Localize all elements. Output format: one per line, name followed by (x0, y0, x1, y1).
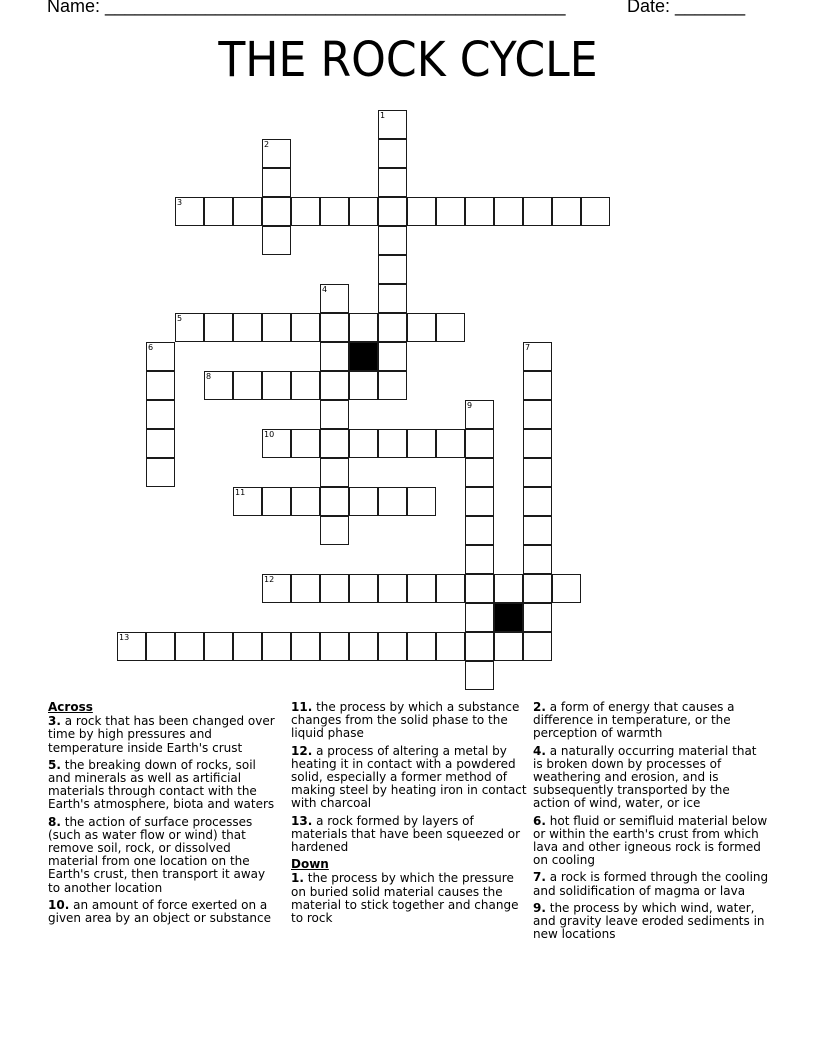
grid-cell[interactable] (378, 168, 407, 197)
clue-text: a process of altering a metal by heating it in contact with a powdered solid, especially a former method of making steel by heating iron in contact with charcoal (291, 743, 527, 811)
clue-number-label: 5 (177, 314, 183, 323)
cell-letter-input[interactable] (263, 633, 290, 660)
grid-cell[interactable] (436, 197, 465, 226)
cell-letter-input[interactable] (379, 169, 406, 196)
down-heading: Down (291, 857, 329, 872)
cell-letter-input[interactable] (321, 401, 348, 428)
clue-number-label: 2 (264, 140, 270, 149)
grid-cell[interactable] (523, 458, 552, 487)
grid-cell[interactable] (465, 603, 494, 632)
grid-cell[interactable] (291, 429, 320, 458)
grid-cell[interactable] (320, 313, 349, 342)
grid-cell[interactable] (291, 313, 320, 342)
cell-letter-input[interactable] (379, 285, 406, 312)
grid-cell[interactable] (523, 603, 552, 632)
clue-down-4 (533, 745, 769, 811)
clue-number-label: 8 (206, 372, 212, 381)
clue-number: 4. (533, 743, 546, 758)
grid-cell[interactable] (436, 632, 465, 661)
grid-cell[interactable] (494, 197, 523, 226)
grid-cell[interactable] (349, 197, 378, 226)
grid-cell[interactable] (320, 284, 349, 313)
grid-cell[interactable] (494, 574, 523, 603)
cell-letter-input[interactable] (379, 343, 406, 370)
grid-cell[interactable] (523, 400, 552, 429)
cell-letter-input[interactable] (524, 575, 551, 602)
name-field-label: Name: ______________________________________________ (47, 0, 566, 16)
clue-number-label: 6 (148, 343, 154, 352)
cell-letter-input[interactable] (437, 575, 464, 602)
clue-number-label: 13 (119, 633, 130, 642)
cell-letter-input[interactable] (466, 459, 493, 486)
cell-letter-input[interactable] (466, 575, 493, 602)
grid-cell[interactable] (378, 255, 407, 284)
clue-number: 9. (533, 900, 546, 915)
grid-cell[interactable] (146, 632, 175, 661)
date-field-label: Date: _______ (627, 0, 746, 16)
cell-letter-input[interactable] (234, 314, 261, 341)
grid-cell[interactable] (378, 574, 407, 603)
cell-letter-input[interactable] (379, 198, 406, 225)
cell-letter-input[interactable] (379, 575, 406, 602)
cell-letter-input[interactable] (466, 546, 493, 573)
clues-column-3 (533, 701, 769, 945)
grid-cell[interactable] (436, 574, 465, 603)
clue-across-3 (48, 715, 280, 755)
grid-cell[interactable] (320, 632, 349, 661)
grid-cell[interactable] (465, 632, 494, 661)
grid-cell[interactable] (262, 429, 291, 458)
clue-number-label: 3 (177, 198, 183, 207)
grid-cell[interactable] (320, 516, 349, 545)
cell-letter-input[interactable] (350, 430, 377, 457)
grid-cell[interactable] (407, 487, 436, 516)
cell-letter-input[interactable] (524, 430, 551, 457)
clue-down-7 (533, 871, 769, 897)
cell-letter-input[interactable] (466, 662, 493, 689)
cell-letter-input[interactable] (408, 575, 435, 602)
grid-cell[interactable] (349, 632, 378, 661)
clue-number: 10. (48, 897, 70, 912)
cell-letter-input[interactable] (524, 198, 551, 225)
clue-number-label: 9 (467, 401, 473, 410)
clue-across-13 (291, 815, 527, 855)
cell-letter-input[interactable] (524, 401, 551, 428)
clue-number: 8. (48, 814, 61, 829)
clue-across-8 (48, 816, 280, 895)
grid-cell[interactable] (407, 429, 436, 458)
cell-letter-input[interactable] (524, 633, 551, 660)
cell-letter-input[interactable] (466, 517, 493, 544)
cell-letter-input[interactable] (263, 198, 290, 225)
grid-cell[interactable] (262, 632, 291, 661)
grid-cell[interactable] (262, 197, 291, 226)
clue-text: a form of energy that causes a difference in temperature, or the perception of warmth (533, 700, 735, 741)
cell-letter-input[interactable] (292, 198, 319, 225)
grid-cell[interactable] (407, 574, 436, 603)
cell-letter-input[interactable] (292, 314, 319, 341)
grid-cell[interactable] (465, 400, 494, 429)
grid-cell[interactable] (146, 400, 175, 429)
clue-text: the breaking down of rocks, soil and minerals as well as artificial materials through contact with the Earth's atmosphere, biota and waters (48, 757, 275, 812)
grid-cell[interactable] (146, 371, 175, 400)
cell-letter-input[interactable] (321, 343, 348, 370)
clue-text: a naturally occurring material that is broken down by processes of weathering and erosion, and is subsequently transported by the action of wind, water, or ice (533, 743, 757, 811)
cell-letter-input[interactable] (147, 430, 174, 457)
grid-cell[interactable] (146, 342, 175, 371)
grid-cell[interactable] (378, 371, 407, 400)
cell-letter-input[interactable] (524, 517, 551, 544)
cell-letter-input[interactable] (292, 430, 319, 457)
clue-across-12 (291, 745, 527, 811)
grid-cell[interactable] (523, 342, 552, 371)
cell-letter-input[interactable] (437, 430, 464, 457)
clue-text: the process by which a substance changes from the solid phase to the liquid phase (291, 700, 520, 741)
cell-letter-input[interactable] (350, 633, 377, 660)
grid-cell[interactable] (291, 487, 320, 516)
cell-letter-input[interactable] (466, 430, 493, 457)
grid-cell[interactable] (262, 313, 291, 342)
cell-letter-input[interactable] (321, 633, 348, 660)
cell-letter-input[interactable] (321, 459, 348, 486)
grid-cell[interactable] (320, 429, 349, 458)
grid-cell[interactable] (233, 313, 262, 342)
clue-number: 13. (291, 813, 313, 828)
cell-letter-input[interactable] (350, 575, 377, 602)
grid-cell[interactable] (146, 458, 175, 487)
cell-letter-input[interactable] (582, 198, 609, 225)
cell-letter-input[interactable] (234, 633, 261, 660)
clue-number: 11. (291, 700, 313, 714)
clue-across-5 (48, 759, 280, 812)
grid-cell[interactable] (465, 574, 494, 603)
grid-cell[interactable] (146, 429, 175, 458)
grid-cell[interactable] (262, 226, 291, 255)
cell-letter-input[interactable] (147, 372, 174, 399)
grid-cell[interactable] (349, 429, 378, 458)
clue-number-label: 1 (380, 111, 386, 120)
grid-cell[interactable] (378, 197, 407, 226)
grid-cell[interactable] (465, 661, 494, 690)
grid-cell[interactable] (523, 429, 552, 458)
cell-letter-input[interactable] (263, 314, 290, 341)
cell-letter-input[interactable] (553, 575, 580, 602)
cell-letter-input[interactable] (263, 488, 290, 515)
clue-number-label: 10 (264, 430, 275, 439)
grid-cell[interactable] (291, 574, 320, 603)
grid-cell[interactable] (494, 632, 523, 661)
clue-text: a rock is formed through the cooling and solidification of magma or lava (533, 870, 769, 898)
grid-cell[interactable] (523, 197, 552, 226)
clue-down-1 (291, 872, 527, 925)
grid-cell[interactable] (581, 197, 610, 226)
cell-letter-input[interactable] (495, 633, 522, 660)
black-cell (349, 342, 378, 371)
grid-cell[interactable] (552, 197, 581, 226)
cell-letter-input[interactable] (408, 198, 435, 225)
grid-cell[interactable] (378, 284, 407, 313)
cell-letter-input[interactable] (263, 169, 290, 196)
clue-number: 3. (48, 714, 61, 729)
cell-letter-input[interactable] (495, 198, 522, 225)
cell-letter-input[interactable] (321, 198, 348, 225)
page-title: THE ROCK CYCLE (218, 32, 598, 88)
grid-cell[interactable] (465, 458, 494, 487)
grid-cell[interactable] (204, 197, 233, 226)
cell-letter-input[interactable] (350, 488, 377, 515)
grid-cell[interactable] (378, 226, 407, 255)
cell-letter-input[interactable] (495, 575, 522, 602)
grid-cell[interactable] (349, 487, 378, 516)
cell-letter-input[interactable] (553, 198, 580, 225)
cell-letter-input[interactable] (379, 227, 406, 254)
cell-letter-input[interactable] (321, 314, 348, 341)
grid-cell[interactable] (465, 487, 494, 516)
clue-text: a rock that has been changed over time by high pressures and temperature inside Earth's crust (48, 714, 275, 755)
grid-cell[interactable] (320, 197, 349, 226)
grid-cell[interactable] (320, 458, 349, 487)
cell-letter-input[interactable] (147, 459, 174, 486)
grid-cell[interactable] (378, 487, 407, 516)
grid-cell[interactable] (407, 632, 436, 661)
grid-cell[interactable] (378, 139, 407, 168)
cell-letter-input[interactable] (408, 430, 435, 457)
cell-letter-input[interactable] (321, 372, 348, 399)
grid-cell[interactable] (262, 574, 291, 603)
clue-down-6 (533, 815, 769, 868)
grid-cell[interactable] (349, 574, 378, 603)
cell-letter-input[interactable] (524, 546, 551, 573)
cell-letter-input[interactable] (234, 198, 261, 225)
clue-across-11 (291, 701, 527, 741)
clue-text: an amount of force exerted on a given area by an object or substance (48, 897, 271, 926)
clue-number: 6. (533, 813, 546, 828)
cell-letter-input[interactable] (437, 314, 464, 341)
clue-across-10 (48, 899, 280, 925)
grid-cell[interactable] (523, 545, 552, 574)
grid-cell[interactable] (320, 574, 349, 603)
black-cell (494, 603, 523, 632)
grid-cell[interactable] (262, 168, 291, 197)
grid-cell[interactable] (523, 516, 552, 545)
cell-letter-input[interactable] (408, 488, 435, 515)
grid-cell[interactable] (320, 342, 349, 371)
grid-cell[interactable] (233, 487, 262, 516)
grid-cell[interactable] (378, 313, 407, 342)
cell-letter-input[interactable] (292, 372, 319, 399)
cell-letter-input[interactable] (205, 633, 232, 660)
grid-cell[interactable] (552, 574, 581, 603)
clue-text: hot fluid or semifluid material below or within the earth's crust from which lava and other igneous rock is formed on cooling (533, 813, 768, 868)
clue-text: the process by which the pressure on buried solid material causes the material to stick together and change to rock (291, 871, 519, 926)
cell-letter-input[interactable] (350, 198, 377, 225)
grid-cell[interactable] (523, 574, 552, 603)
clue-text: the action of surface processes (such as water flow or wind) that remove soil, rock, or dissolved material from one location on the Earth's crust, then transport it away to another location (48, 814, 266, 895)
clue-down-9 (533, 902, 769, 942)
grid-cell[interactable] (204, 371, 233, 400)
cell-letter-input[interactable] (524, 372, 551, 399)
grid-cell[interactable] (233, 371, 262, 400)
clue-text: a rock formed by layers of materials that have been squeezed or hardened (291, 813, 521, 855)
cell-letter-input[interactable] (147, 633, 174, 660)
grid-cell[interactable] (349, 371, 378, 400)
cell-letter-input[interactable] (292, 488, 319, 515)
grid-cell[interactable] (523, 487, 552, 516)
cell-letter-input[interactable] (379, 256, 406, 283)
clue-number: 7. (533, 870, 546, 885)
cell-letter-input[interactable] (321, 488, 348, 515)
cell-letter-input[interactable] (147, 401, 174, 428)
clue-number: 5. (48, 757, 61, 772)
cell-letter-input[interactable] (466, 633, 493, 660)
cell-letter-input[interactable] (292, 633, 319, 660)
cell-letter-input[interactable] (466, 488, 493, 515)
grid-cell[interactable] (291, 632, 320, 661)
cell-letter-input[interactable] (379, 430, 406, 457)
cell-letter-input[interactable] (176, 633, 203, 660)
clue-text: the process by which wind, water, and gravity leave eroded sediments in new locations (533, 900, 765, 942)
cell-letter-input[interactable] (321, 575, 348, 602)
grid-cell[interactable] (175, 197, 204, 226)
grid-cell[interactable] (320, 487, 349, 516)
grid-cell[interactable] (262, 139, 291, 168)
cell-letter-input[interactable] (379, 140, 406, 167)
cell-letter-input[interactable] (466, 198, 493, 225)
cell-letter-input[interactable] (466, 604, 493, 631)
cell-letter-input[interactable] (263, 227, 290, 254)
grid-cell[interactable] (320, 371, 349, 400)
grid-cell[interactable] (465, 429, 494, 458)
grid-cell[interactable] (117, 632, 146, 661)
cell-letter-input[interactable] (524, 604, 551, 631)
clues-column-2 (291, 701, 527, 929)
clue-down-2 (533, 701, 769, 741)
clue-number-label: 4 (322, 285, 328, 294)
cell-letter-input[interactable] (350, 372, 377, 399)
grid-cell[interactable] (523, 632, 552, 661)
grid-cell[interactable] (175, 632, 204, 661)
cell-letter-input[interactable] (524, 459, 551, 486)
grid-cell[interactable] (320, 400, 349, 429)
cell-letter-input[interactable] (205, 198, 232, 225)
grid-cell[interactable] (291, 371, 320, 400)
grid-cell[interactable] (523, 371, 552, 400)
clue-number-label: 12 (264, 575, 275, 584)
grid-cell[interactable] (378, 342, 407, 371)
grid-cell[interactable] (291, 197, 320, 226)
cell-letter-input[interactable] (321, 430, 348, 457)
grid-cell[interactable] (349, 313, 378, 342)
cell-letter-input[interactable] (350, 314, 377, 341)
cell-letter-input[interactable] (379, 633, 406, 660)
across-heading: Across (48, 700, 93, 714)
grid-cell[interactable] (465, 516, 494, 545)
grid-cell[interactable] (262, 487, 291, 516)
grid-cell[interactable] (436, 429, 465, 458)
clue-number-label: 7 (525, 343, 531, 352)
clue-number: 12. (291, 743, 313, 758)
cell-letter-input[interactable] (263, 372, 290, 399)
grid-cell[interactable] (436, 313, 465, 342)
cell-letter-input[interactable] (321, 517, 348, 544)
grid-cell[interactable] (407, 197, 436, 226)
clue-number: 2. (533, 700, 546, 714)
grid-cell[interactable] (233, 197, 262, 226)
cell-letter-input[interactable] (292, 575, 319, 602)
cell-letter-input[interactable] (205, 314, 232, 341)
cell-letter-input[interactable] (379, 488, 406, 515)
grid-cell[interactable] (378, 110, 407, 139)
cell-letter-input[interactable] (408, 314, 435, 341)
clues-column-1 (48, 701, 280, 929)
grid-cell[interactable] (204, 313, 233, 342)
grid-cell[interactable] (262, 371, 291, 400)
grid-cell[interactable] (465, 545, 494, 574)
grid-cell[interactable] (204, 632, 233, 661)
cell-letter-input[interactable] (408, 633, 435, 660)
cell-letter-input[interactable] (524, 488, 551, 515)
cell-letter-input[interactable] (437, 198, 464, 225)
cell-letter-input[interactable] (379, 372, 406, 399)
grid-cell[interactable] (378, 632, 407, 661)
grid-cell[interactable] (233, 632, 262, 661)
clue-number-label: 11 (235, 488, 246, 497)
cell-letter-input[interactable] (234, 372, 261, 399)
clue-number: 1. (291, 871, 304, 886)
grid-cell[interactable] (378, 429, 407, 458)
cell-letter-input[interactable] (437, 633, 464, 660)
grid-cell[interactable] (407, 313, 436, 342)
grid-cell[interactable] (175, 313, 204, 342)
grid-cell[interactable] (465, 197, 494, 226)
cell-letter-input[interactable] (379, 314, 406, 341)
